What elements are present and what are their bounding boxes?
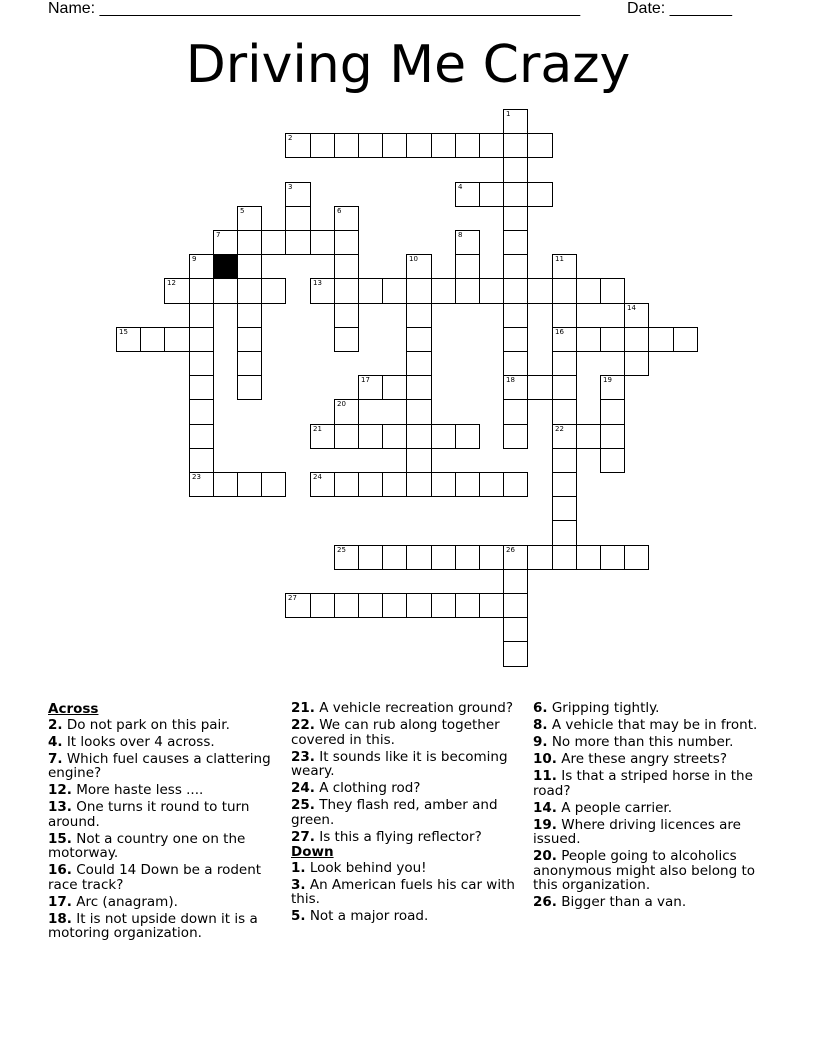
grid-cell[interactable] [503,254,528,279]
grid-cell[interactable] [648,327,674,352]
grid-cell[interactable] [358,278,383,304]
clue-number-label: 8 [458,231,463,239]
grid-cell[interactable] [406,593,432,618]
grid-cell[interactable] [382,375,407,400]
grid-cell[interactable] [503,157,528,183]
grid-cell[interactable] [503,351,528,376]
grid-cell[interactable] [310,424,335,449]
clue-across-24: 24. A clothing rod? [291,780,421,797]
grid-cell[interactable] [552,520,577,546]
grid-cell[interactable] [624,327,649,352]
clue-down-26: 26. Bigger than a van. [533,894,687,911]
grid-cell[interactable] [600,448,625,473]
grid-cell[interactable] [334,254,359,279]
grid-cell[interactable] [213,230,238,255]
grid-cell[interactable] [503,545,528,570]
clue-number-label: 23 [192,473,201,481]
grid-cell[interactable] [600,545,625,570]
clue-down-1: 1. Look behind you! [291,859,427,876]
grid-cell[interactable] [189,254,214,279]
clue-down-11: 11. Is that a striped horse in the road? [533,767,753,799]
clue-across-23: 23. It sounds like it is becoming weary. [291,748,508,780]
grid-cell[interactable] [455,545,480,570]
grid-cell[interactable] [358,133,383,158]
grid-cell[interactable] [382,593,407,618]
grid-cell[interactable] [406,375,432,400]
grid-cell[interactable] [358,545,383,570]
grid-cell[interactable] [334,303,359,328]
grid-cell[interactable] [213,472,238,497]
clue-number-label: 21 [313,425,322,433]
clue-number-label: 11 [555,255,564,263]
grid-cell[interactable] [334,230,359,255]
clue-across-22: 22. We can rub along together covered in this. [291,716,500,748]
clue-down-5: 5. Not a major road. [291,908,429,925]
clue-number-label: 24 [313,473,322,481]
grid-cell[interactable] [237,303,262,328]
grid-cell[interactable] [237,327,262,352]
grid-cell[interactable] [358,593,383,618]
grid-cell[interactable] [455,472,480,497]
grid-cell[interactable] [527,278,553,304]
grid-cell[interactable] [358,375,383,400]
grid-cell[interactable] [455,133,480,158]
grid-cell[interactable] [261,472,286,497]
grid-cell[interactable] [189,351,214,376]
grid-cell[interactable] [527,182,553,207]
grid-cell[interactable] [576,545,601,570]
clue-across-15: 15. Not a country one on the motorway. [48,830,246,862]
grid-cell[interactable] [382,472,407,497]
grid-cell[interactable] [285,133,311,158]
clue-down-8: 8. A vehicle that may be in front. [533,716,758,733]
grid-cell[interactable] [406,545,432,570]
grid-cell[interactable] [576,278,601,304]
grid-cell[interactable] [503,182,528,207]
grid-cell[interactable] [479,545,504,570]
grid-cell[interactable] [189,303,214,328]
grid-cell[interactable] [189,278,214,304]
grid-cell[interactable] [285,230,311,255]
grid-cell[interactable] [503,278,528,304]
grid-cell[interactable] [503,375,528,400]
date-field-line[interactable]: Date: _______ [627,0,732,17]
grid-cell[interactable] [382,278,407,304]
clue-number-label: 18 [506,376,515,384]
name-field-line[interactable]: Name: ______________________________________________________ [48,0,581,17]
grid-cell[interactable] [552,254,577,279]
grid-cell[interactable] [116,327,141,352]
grid-cell[interactable] [600,424,625,449]
grid-cell[interactable] [600,375,625,400]
clue-number-label: 26 [506,546,515,554]
grid-cell[interactable] [189,448,214,473]
clue-across-16: 16. Could 14 Down be a rodent race track? [48,862,262,893]
down-heading: Down [291,844,334,861]
clue-number-label: 20 [337,400,346,408]
grid-cell[interactable] [334,278,359,304]
grid-cell[interactable] [431,424,456,449]
clue-number-label: 12 [167,279,176,287]
grid-cell[interactable] [406,399,432,425]
clue-number-label: 7 [216,231,221,239]
grid-cell[interactable] [406,303,432,328]
grid-cell[interactable] [552,472,577,497]
grid-cell[interactable] [479,593,504,618]
clue-number-label: 17 [361,376,370,384]
grid-cell[interactable] [503,303,528,328]
grid-cell[interactable] [552,424,577,449]
grid-cell[interactable] [189,472,214,497]
clue-across-17: 17. Arc (anagram). [48,893,178,910]
clue-number-label: 22 [555,425,564,433]
grid-cell[interactable] [431,545,456,570]
grid-cell[interactable] [310,230,335,255]
grid-cell[interactable] [552,278,577,304]
grid-cell[interactable] [285,206,311,231]
grid-cell[interactable] [406,278,432,304]
grid-cell[interactable] [237,254,262,279]
clue-across-4: 4. It looks over 4 across. [48,733,215,750]
clue-number-label: 4 [458,183,463,191]
clue-down-20: 20. People going to alcoholics anonymous might also belong to this organization. [533,848,755,894]
grid-cell[interactable] [503,399,528,425]
grid-cell[interactable] [237,278,262,304]
puzzle-title: Driving Me Crazy [185,35,631,95]
grid-cell[interactable] [552,496,577,521]
grid-cell[interactable] [503,593,528,618]
grid-cell[interactable] [503,206,528,231]
grid-cell[interactable] [431,133,456,158]
clue-number-label: 1 [506,110,511,118]
grid-cell[interactable] [552,303,577,328]
clue-column-1 [48,701,280,941]
clue-number-label: 13 [313,279,322,287]
grid-cell[interactable] [455,424,480,449]
grid-cell[interactable] [334,472,359,497]
grid-cell[interactable] [479,133,504,158]
grid-cell[interactable] [189,399,214,425]
clue-number-label: 27 [288,594,297,602]
grid-cell[interactable] [479,278,504,304]
grid-cell[interactable] [455,254,480,279]
grid-cell[interactable] [189,424,214,449]
clue-across-2: 2. Do not park on this pair. [48,716,230,733]
grid-cell[interactable] [600,399,625,425]
grid-cell[interactable] [552,351,577,376]
grid-cell[interactable] [503,472,528,497]
clue-across-7: 7. Which fuel causes a clattering engine? [48,750,271,782]
clue-number-label: 10 [409,255,418,263]
clue-down-10: 10. Are these angry streets? [533,750,728,767]
grid-cell[interactable] [455,230,480,255]
grid-cell[interactable] [576,327,601,352]
grid-cell[interactable] [237,230,262,255]
grid-cell[interactable] [406,133,432,158]
grid-cell[interactable] [334,133,359,158]
grid-cell[interactable] [479,472,504,497]
grid-cell[interactable] [624,351,649,376]
grid-cell[interactable] [552,448,577,473]
grid-cell[interactable] [552,545,577,570]
clue-number-label: 2 [288,134,293,142]
clue-down-19: 19. Where driving licences are issued. [533,816,741,848]
grid-cell[interactable] [382,133,407,158]
grid-cell[interactable] [334,206,359,231]
grid-block-cell [213,254,238,279]
grid-cell[interactable] [382,545,407,570]
grid-cell[interactable] [285,593,311,618]
grid-cell[interactable] [382,424,407,449]
clue-across-27: 27. Is this a flying reflector? [291,828,482,845]
clue-number-label: 19 [603,376,612,384]
grid-cell[interactable] [503,641,528,667]
grid-cell[interactable] [673,327,698,352]
clue-across-13: 13. One turns it round to turn around. [48,799,250,830]
clue-across-21: 21. A vehicle recreation ground? [291,700,514,716]
grid-cell[interactable] [527,133,553,158]
grid-cell[interactable] [600,278,625,304]
grid-cell[interactable] [213,278,238,304]
grid-cell[interactable] [406,351,432,376]
clue-number-label: 15 [119,328,128,336]
grid-cell[interactable] [406,424,432,449]
grid-cell[interactable] [261,278,286,304]
grid-cell[interactable] [479,182,504,207]
grid-cell[interactable] [455,593,480,618]
grid-cell[interactable] [503,617,528,642]
grid-cell[interactable] [552,399,577,425]
grid-cell[interactable] [431,593,456,618]
grid-cell[interactable] [406,254,432,279]
clue-down-3: 3. An American fuels his car with this. [291,876,515,908]
grid-cell[interactable] [164,278,190,304]
grid-cell[interactable] [310,133,335,158]
grid-cell[interactable] [237,351,262,376]
grid-cell[interactable] [334,424,359,449]
across-heading: Across [48,701,99,717]
grid-cell[interactable] [576,424,601,449]
clue-down-14: 14. A people carrier. [533,799,673,816]
grid-cell[interactable] [285,182,311,207]
grid-cell[interactable] [358,424,383,449]
grid-cell[interactable] [503,569,528,594]
grid-cell[interactable] [406,448,432,473]
clue-across-18: 18. It is not upside down it is a motoring organization. [48,910,258,942]
grid-cell[interactable] [310,593,335,618]
clue-down-9: 9. No more than this number. [533,733,734,750]
clue-across-25: 25. They flash red, amber and green. [291,797,498,828]
clue-across-12: 12. More haste less .... [48,782,204,799]
clue-column-3 [533,701,765,910]
clue-number-label: 3 [288,183,293,191]
grid-cell[interactable] [600,327,625,352]
grid-cell[interactable] [310,278,335,304]
grid-cell[interactable] [552,327,577,352]
grid-cell[interactable] [552,375,577,400]
grid-cell[interactable] [503,230,528,255]
clue-down-6: 6. Gripping tightly. [533,700,660,716]
grid-cell[interactable] [455,182,480,207]
grid-cell[interactable] [624,303,649,328]
grid-cell[interactable] [189,327,214,352]
grid-cell[interactable] [503,133,528,158]
grid-cell[interactable] [527,375,553,400]
grid-cell[interactable] [261,230,286,255]
clue-number-label: 16 [555,328,564,336]
grid-cell[interactable] [334,399,359,425]
grid-cell[interactable] [237,472,262,497]
grid-cell[interactable] [431,472,456,497]
grid-cell[interactable] [140,327,165,352]
grid-cell[interactable] [237,375,262,400]
grid-cell[interactable] [624,545,649,570]
grid-cell[interactable] [455,278,480,304]
grid-cell[interactable] [189,375,214,400]
clue-number-label: 9 [192,255,197,263]
clue-number-label: 5 [240,207,245,215]
clue-number-label: 6 [337,207,342,215]
grid-cell[interactable] [334,327,359,352]
clue-number-label: 25 [337,546,346,554]
grid-cell[interactable] [406,472,432,497]
grid-cell[interactable] [431,278,456,304]
grid-cell[interactable] [334,545,359,570]
grid-cell[interactable] [503,109,528,134]
clue-column-2 [291,701,523,924]
grid-cell[interactable] [334,593,359,618]
grid-cell[interactable] [237,206,262,231]
grid-cell[interactable] [503,327,528,352]
grid-cell[interactable] [358,472,383,497]
grid-cell[interactable] [406,327,432,352]
grid-cell[interactable] [503,424,528,449]
grid-cell[interactable] [164,327,190,352]
grid-cell[interactable] [527,545,553,570]
clue-number-label: 14 [627,304,636,312]
grid-cell[interactable] [310,472,335,497]
